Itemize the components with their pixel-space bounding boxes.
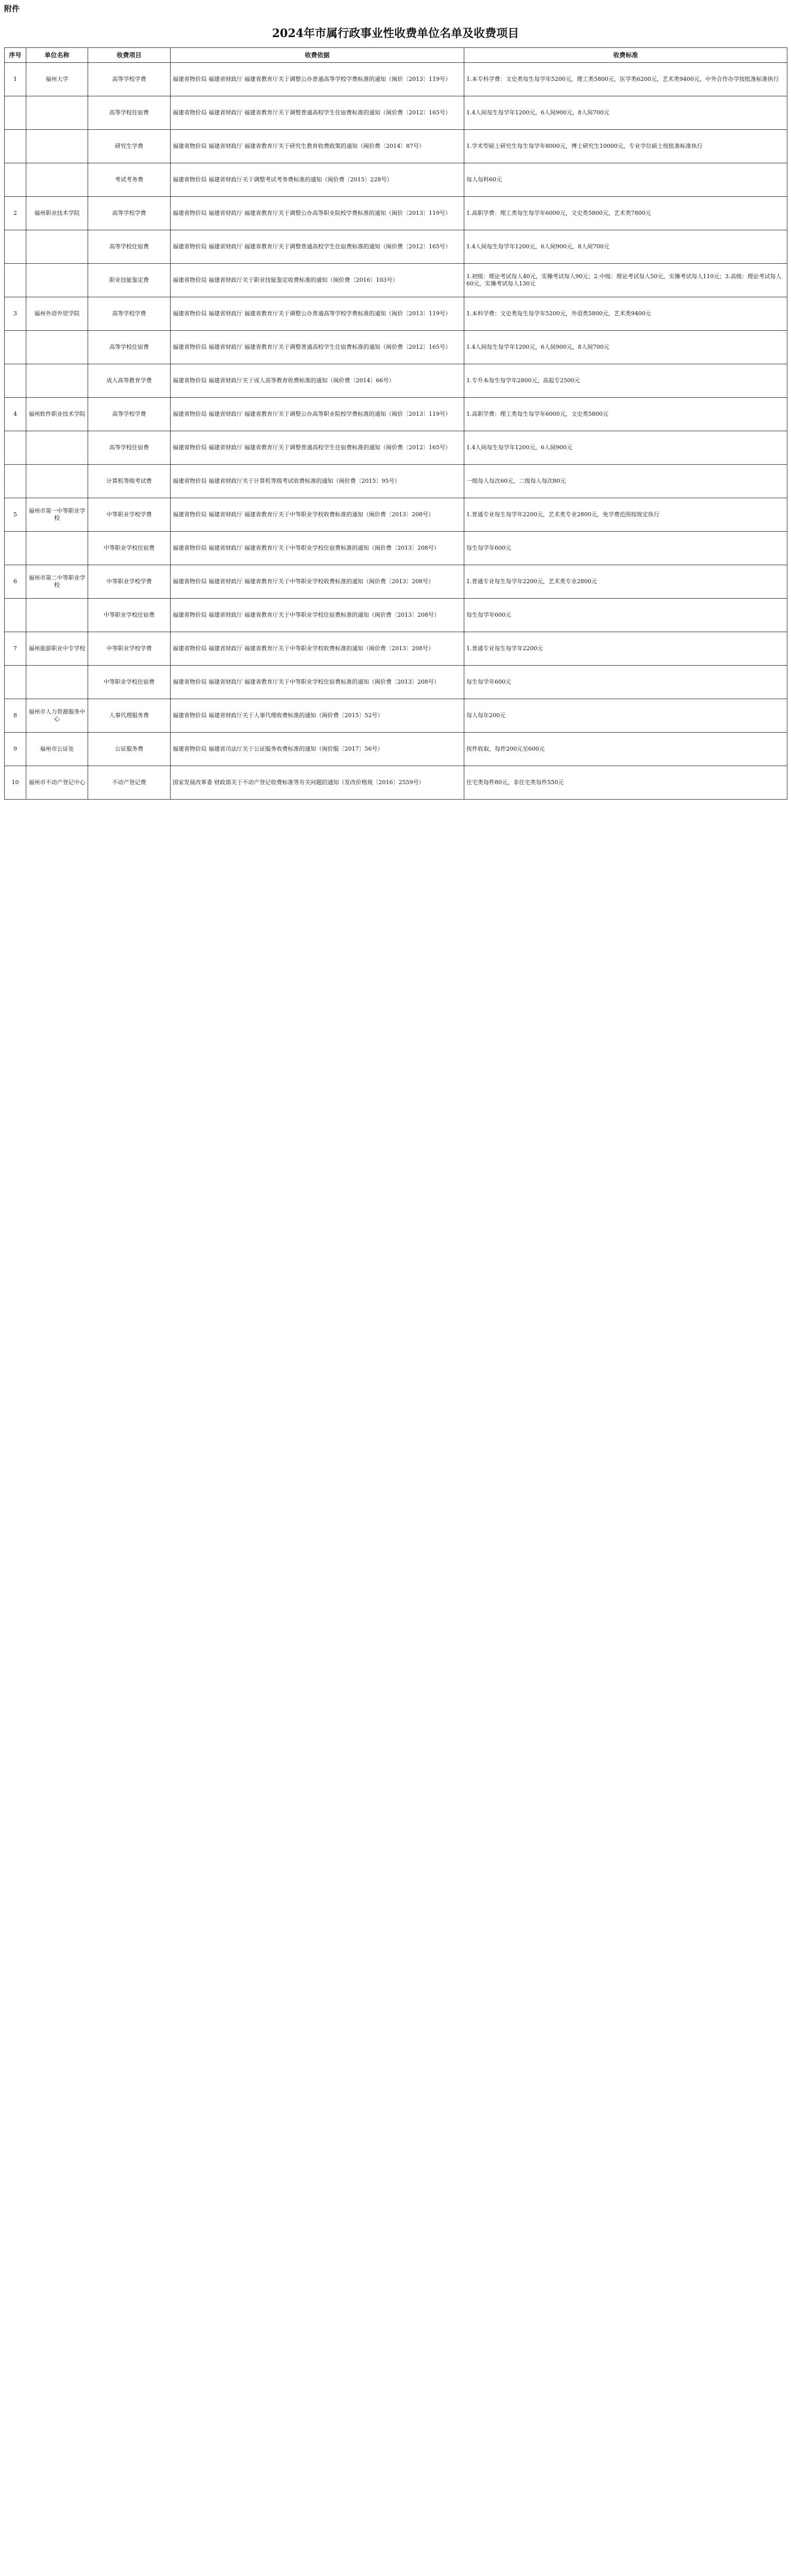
table-cell-basis: 福建省物价局 福建省财政厅 福建省教育厅关于调整公办普通高等学校学费标准的通知（闽价〔2013〕119号） bbox=[171, 297, 464, 331]
table-cell-basis: 福建省物价局 福建省财政厅 福建省教育厅关于调整公办普通高等学校学费标准的通知（闽价〔2013〕119号） bbox=[171, 63, 464, 96]
table-cell-item: 高等学校学费 bbox=[88, 398, 171, 431]
table-row bbox=[5, 297, 787, 331]
table-cell-basis: 福建省物价局 福建省财政厅 福建省教育厅关于研究生教育收费政策的通知（闽价费〔2014〕87号） bbox=[171, 130, 464, 163]
table-cell-no bbox=[5, 331, 26, 364]
table-row bbox=[5, 264, 787, 297]
table-cell-standard: 1.高职学费：理工类每生每学年6000元，文史类5800元 bbox=[464, 398, 787, 431]
table-cell-standard: 1.学术型硕士研究生每生每学年8000元，博士研究生10000元，专业学位硕士按批准标准执行 bbox=[464, 130, 787, 163]
table-cell-standard: 每人每科60元 bbox=[464, 163, 787, 197]
table-cell-standard: 1.普通专业每生每学年2200元 bbox=[464, 632, 787, 666]
table-cell-standard: 每生每学年600元 bbox=[464, 599, 787, 632]
table-cell-item: 中等职业学校住宿费 bbox=[88, 599, 171, 632]
table-cell-basis: 福建省物价局 福建省财政厅关于计算机等级考试收费标准的通知（闽价费〔2015〕95号） bbox=[171, 465, 464, 498]
table-cell-no bbox=[5, 364, 26, 398]
table-cell-item: 计算机等级考试费 bbox=[88, 465, 171, 498]
table-cell-basis: 福建省物价局 福建省财政厅关于调整考试考务费标准的通知（闽价费〔2015〕228号） bbox=[171, 163, 464, 197]
table-cell-basis: 国家发展改革委 财政部关于不动产登记收费标准等有关问题的通知（发改价格规〔2016〕2559号） bbox=[171, 766, 464, 800]
column-header: 收费依据 bbox=[171, 48, 464, 63]
table-header bbox=[5, 48, 787, 63]
table-cell-basis: 福建省物价局 福建省财政厅 福建省教育厅关于中等职业学校住宿费标准的通知（闽价费〔2013〕208号） bbox=[171, 666, 464, 699]
table-cell-no: 3 bbox=[5, 297, 26, 331]
table-cell-standard: 每生每学年600元 bbox=[464, 532, 787, 565]
table-cell-item: 中等职业学校住宿费 bbox=[88, 532, 171, 565]
table-cell-basis: 福建省物价局 福建省财政厅 福建省教育厅关于调整公办高等职业院校学费标准的通知（闽价〔2013〕119号） bbox=[171, 197, 464, 230]
table-cell-no: 4 bbox=[5, 398, 26, 431]
table-cell-basis: 福建省物价局 福建省财政厅 福建省教育厅关于中等职业学校收费标准的通知（闽价费〔2013〕208号） bbox=[171, 498, 464, 532]
table-cell-standard: 一级每人每次60元，二级每人每次80元 bbox=[464, 465, 787, 498]
table-cell-basis: 福建省物价局 福建省财政厅 福建省教育厅关于调整普通高校学生住宿费标准的通知（闽价费〔2012〕165号） bbox=[171, 96, 464, 130]
table-cell-basis: 福建省物价局 福建省财政厅 福建省教育厅关于调整普通高校学生住宿费标准的通知（闽价费〔2012〕165号） bbox=[171, 230, 464, 264]
table-row bbox=[5, 532, 787, 565]
table-row bbox=[5, 632, 787, 666]
table-cell-item: 成人高等教育学费 bbox=[88, 364, 171, 398]
table-cell-item: 高等学校住宿费 bbox=[88, 96, 171, 130]
table-cell-unit bbox=[26, 599, 88, 632]
table-row bbox=[5, 766, 787, 800]
table-cell-unit: 福州市第一中等职业学校 bbox=[26, 498, 88, 532]
table-cell-basis: 福建省物价局 福建省司法厅关于公证服务收费标准的通知（闽价服〔2017〕56号） bbox=[171, 733, 464, 766]
attachment-label: 附件 bbox=[4, 4, 20, 13]
table-cell-basis: 福建省物价局 福建省财政厅 福建省教育厅关于中等职业学校住宿费标准的通知（闽价费〔2013〕208号） bbox=[171, 599, 464, 632]
table-cell-no bbox=[5, 431, 26, 465]
table-cell-standard: 1.初级：理论考试每人40元，实操考试每人90元；2.中级：理论考试每人50元，实操考试每人110元；3.高级：理论考试每人60元，实操考试每人130元 bbox=[464, 264, 787, 297]
table-row bbox=[5, 398, 787, 431]
table-cell-standard: 1.高职学费：理工类每生每学年6000元，文史类5800元，艺术类7800元 bbox=[464, 197, 787, 230]
table-cell-item: 中等职业学校学费 bbox=[88, 565, 171, 599]
table-cell-item: 高等学校学费 bbox=[88, 197, 171, 230]
table-row bbox=[5, 599, 787, 632]
table-cell-no: 9 bbox=[5, 733, 26, 766]
table-cell-unit bbox=[26, 230, 88, 264]
table-cell-unit bbox=[26, 532, 88, 565]
table-cell-standard: 每人每年200元 bbox=[464, 699, 787, 733]
table-cell-no bbox=[5, 130, 26, 163]
table-cell-unit bbox=[26, 465, 88, 498]
column-header: 序号 bbox=[5, 48, 26, 63]
table-row bbox=[5, 63, 787, 96]
table-cell-unit bbox=[26, 96, 88, 130]
table-row bbox=[5, 331, 787, 364]
table-cell-standard: 1.4人间每生每学年1200元，6人间900元 bbox=[464, 431, 787, 465]
table-cell-unit bbox=[26, 364, 88, 398]
table-cell-unit: 福州职业技术学院 bbox=[26, 197, 88, 230]
table-cell-unit: 福州旅游职业中专学校 bbox=[26, 632, 88, 666]
table-cell-unit bbox=[26, 431, 88, 465]
table-row bbox=[5, 197, 787, 230]
table-cell-no: 8 bbox=[5, 699, 26, 733]
table-row bbox=[5, 96, 787, 130]
fee-table bbox=[4, 47, 787, 800]
table-row bbox=[5, 498, 787, 532]
table-cell-standard: 1.普通专业每生每学年2200元，艺术类专业2800元 bbox=[464, 565, 787, 599]
table-cell-item: 不动产登记费 bbox=[88, 766, 171, 800]
table-cell-no bbox=[5, 465, 26, 498]
table-cell-no bbox=[5, 666, 26, 699]
table-cell-standard: 1.专升本每生每学年2800元，高起专2500元 bbox=[464, 364, 787, 398]
table-cell-basis: 福建省物价局 福建省财政厅 福建省教育厅关于中等职业学校住宿费标准的通知（闽价费〔2013〕208号） bbox=[171, 532, 464, 565]
table-cell-basis: 福建省物价局 福建省财政厅关于成人高等教育收费标准的通知（闽价费〔2014〕66号） bbox=[171, 364, 464, 398]
table-cell-standard: 1.4人间每生每学年1200元，6人间900元，8人间700元 bbox=[464, 230, 787, 264]
column-header: 单位名称 bbox=[26, 48, 88, 63]
table-cell-item: 高等学校住宿费 bbox=[88, 230, 171, 264]
table-row bbox=[5, 666, 787, 699]
table-cell-unit bbox=[26, 264, 88, 297]
table-cell-no bbox=[5, 96, 26, 130]
table-cell-item: 中等职业学校学费 bbox=[88, 498, 171, 532]
table-cell-no bbox=[5, 599, 26, 632]
table-cell-unit: 福州软件职业技术学院 bbox=[26, 398, 88, 431]
table-cell-unit: 福州市第二中等职业学校 bbox=[26, 565, 88, 599]
table-cell-no bbox=[5, 163, 26, 197]
table-cell-no bbox=[5, 230, 26, 264]
table-cell-basis: 福建省物价局 福建省财政厅 福建省教育厅关于调整公办高等职业院校学费标准的通知（闽价〔2013〕119号） bbox=[171, 398, 464, 431]
table-cell-standard: 1.4人间每生每学年1200元，6人间900元，8人间700元 bbox=[464, 331, 787, 364]
table-cell-no bbox=[5, 264, 26, 297]
table-cell-unit bbox=[26, 130, 88, 163]
table-cell-unit: 福州市人力资源服务中心 bbox=[26, 699, 88, 733]
table-row bbox=[5, 230, 787, 264]
table-cell-basis: 福建省物价局 福建省财政厅 福建省教育厅关于调整普通高校学生住宿费标准的通知（闽价费〔2012〕165号） bbox=[171, 331, 464, 364]
table-cell-standard: 住宅类每件80元，非住宅类每件550元 bbox=[464, 766, 787, 800]
table-cell-item: 中等职业学校住宿费 bbox=[88, 666, 171, 699]
table-cell-basis: 福建省物价局 福建省财政厅 福建省教育厅关于中等职业学校收费标准的通知（闽价费〔2013〕208号） bbox=[171, 565, 464, 599]
table-row bbox=[5, 465, 787, 498]
table-cell-item: 中等职业学校学费 bbox=[88, 632, 171, 666]
table-cell-item: 职业技能鉴定费 bbox=[88, 264, 171, 297]
table-row bbox=[5, 163, 787, 197]
table-cell-no bbox=[5, 532, 26, 565]
table-cell-standard: 每生每学年600元 bbox=[464, 666, 787, 699]
table-cell-basis: 福建省物价局 福建省财政厅 福建省教育厅关于调整普通高校学生住宿费标准的通知（闽价费〔2012〕165号） bbox=[171, 431, 464, 465]
table-cell-basis: 福建省物价局 福建省财政厅关于人事代理收费标准的通知（闽价费〔2015〕52号） bbox=[171, 699, 464, 733]
table-row bbox=[5, 565, 787, 599]
table-cell-standard: 按件收取，每件200元至600元 bbox=[464, 733, 787, 766]
table-cell-no: 6 bbox=[5, 565, 26, 599]
table-row bbox=[5, 733, 787, 766]
page-title: 2024年市属行政事业性收费单位名单及收费项目 bbox=[272, 27, 519, 40]
table-row bbox=[5, 130, 787, 163]
table-cell-item: 研究生学费 bbox=[88, 130, 171, 163]
column-header: 收费项目 bbox=[88, 48, 171, 63]
table-cell-basis: 福建省物价局 福建省财政厅 福建省教育厅关于中等职业学校收费标准的通知（闽价费〔2013〕208号） bbox=[171, 632, 464, 666]
table-cell-unit: 福州外语外贸学院 bbox=[26, 297, 88, 331]
table-cell-no: 1 bbox=[5, 63, 26, 96]
table-cell-item: 高等学校学费 bbox=[88, 297, 171, 331]
table-cell-item: 公证服务费 bbox=[88, 733, 171, 766]
table-cell-standard: 1.普通专业每生每学年2200元，艺术类专业2800元，免学费范围按规定执行 bbox=[464, 498, 787, 532]
table-cell-basis: 福建省物价局 福建省财政厅关于职业技能鉴定收费标准的通知（闽价费〔2016〕103号） bbox=[171, 264, 464, 297]
table-cell-standard: 1.本科学费：文史类每生每学年5200元，外语类5800元，艺术类9400元 bbox=[464, 297, 787, 331]
table-cell-unit bbox=[26, 666, 88, 699]
table-cell-item: 高等学校住宿费 bbox=[88, 431, 171, 465]
table-cell-item: 高等学校学费 bbox=[88, 63, 171, 96]
table-cell-no: 2 bbox=[5, 197, 26, 230]
table-cell-item: 高等学校住宿费 bbox=[88, 331, 171, 364]
table-row bbox=[5, 431, 787, 465]
table-cell-unit: 福州大学 bbox=[26, 63, 88, 96]
table-cell-unit: 福州市不动产登记中心 bbox=[26, 766, 88, 800]
table-cell-unit: 福州市公证处 bbox=[26, 733, 88, 766]
table-cell-unit bbox=[26, 331, 88, 364]
table-cell-item: 人事代理服务费 bbox=[88, 699, 171, 733]
table-row bbox=[5, 364, 787, 398]
table-cell-no: 10 bbox=[5, 766, 26, 800]
table-row bbox=[5, 699, 787, 733]
table-cell-standard: 1.4人间每生每学年1200元，6人间900元，8人间700元 bbox=[464, 96, 787, 130]
column-header: 收费标准 bbox=[464, 48, 787, 63]
table-cell-unit bbox=[26, 163, 88, 197]
table-cell-no: 5 bbox=[5, 498, 26, 532]
table-cell-no: 7 bbox=[5, 632, 26, 666]
table-cell-standard: 1.本专科学费：文史类每生每学年5200元，理工类5800元，医学类6200元，艺术类9400元，中外合作办学按批准标准执行 bbox=[464, 63, 787, 96]
table-cell-item: 考试考务费 bbox=[88, 163, 171, 197]
